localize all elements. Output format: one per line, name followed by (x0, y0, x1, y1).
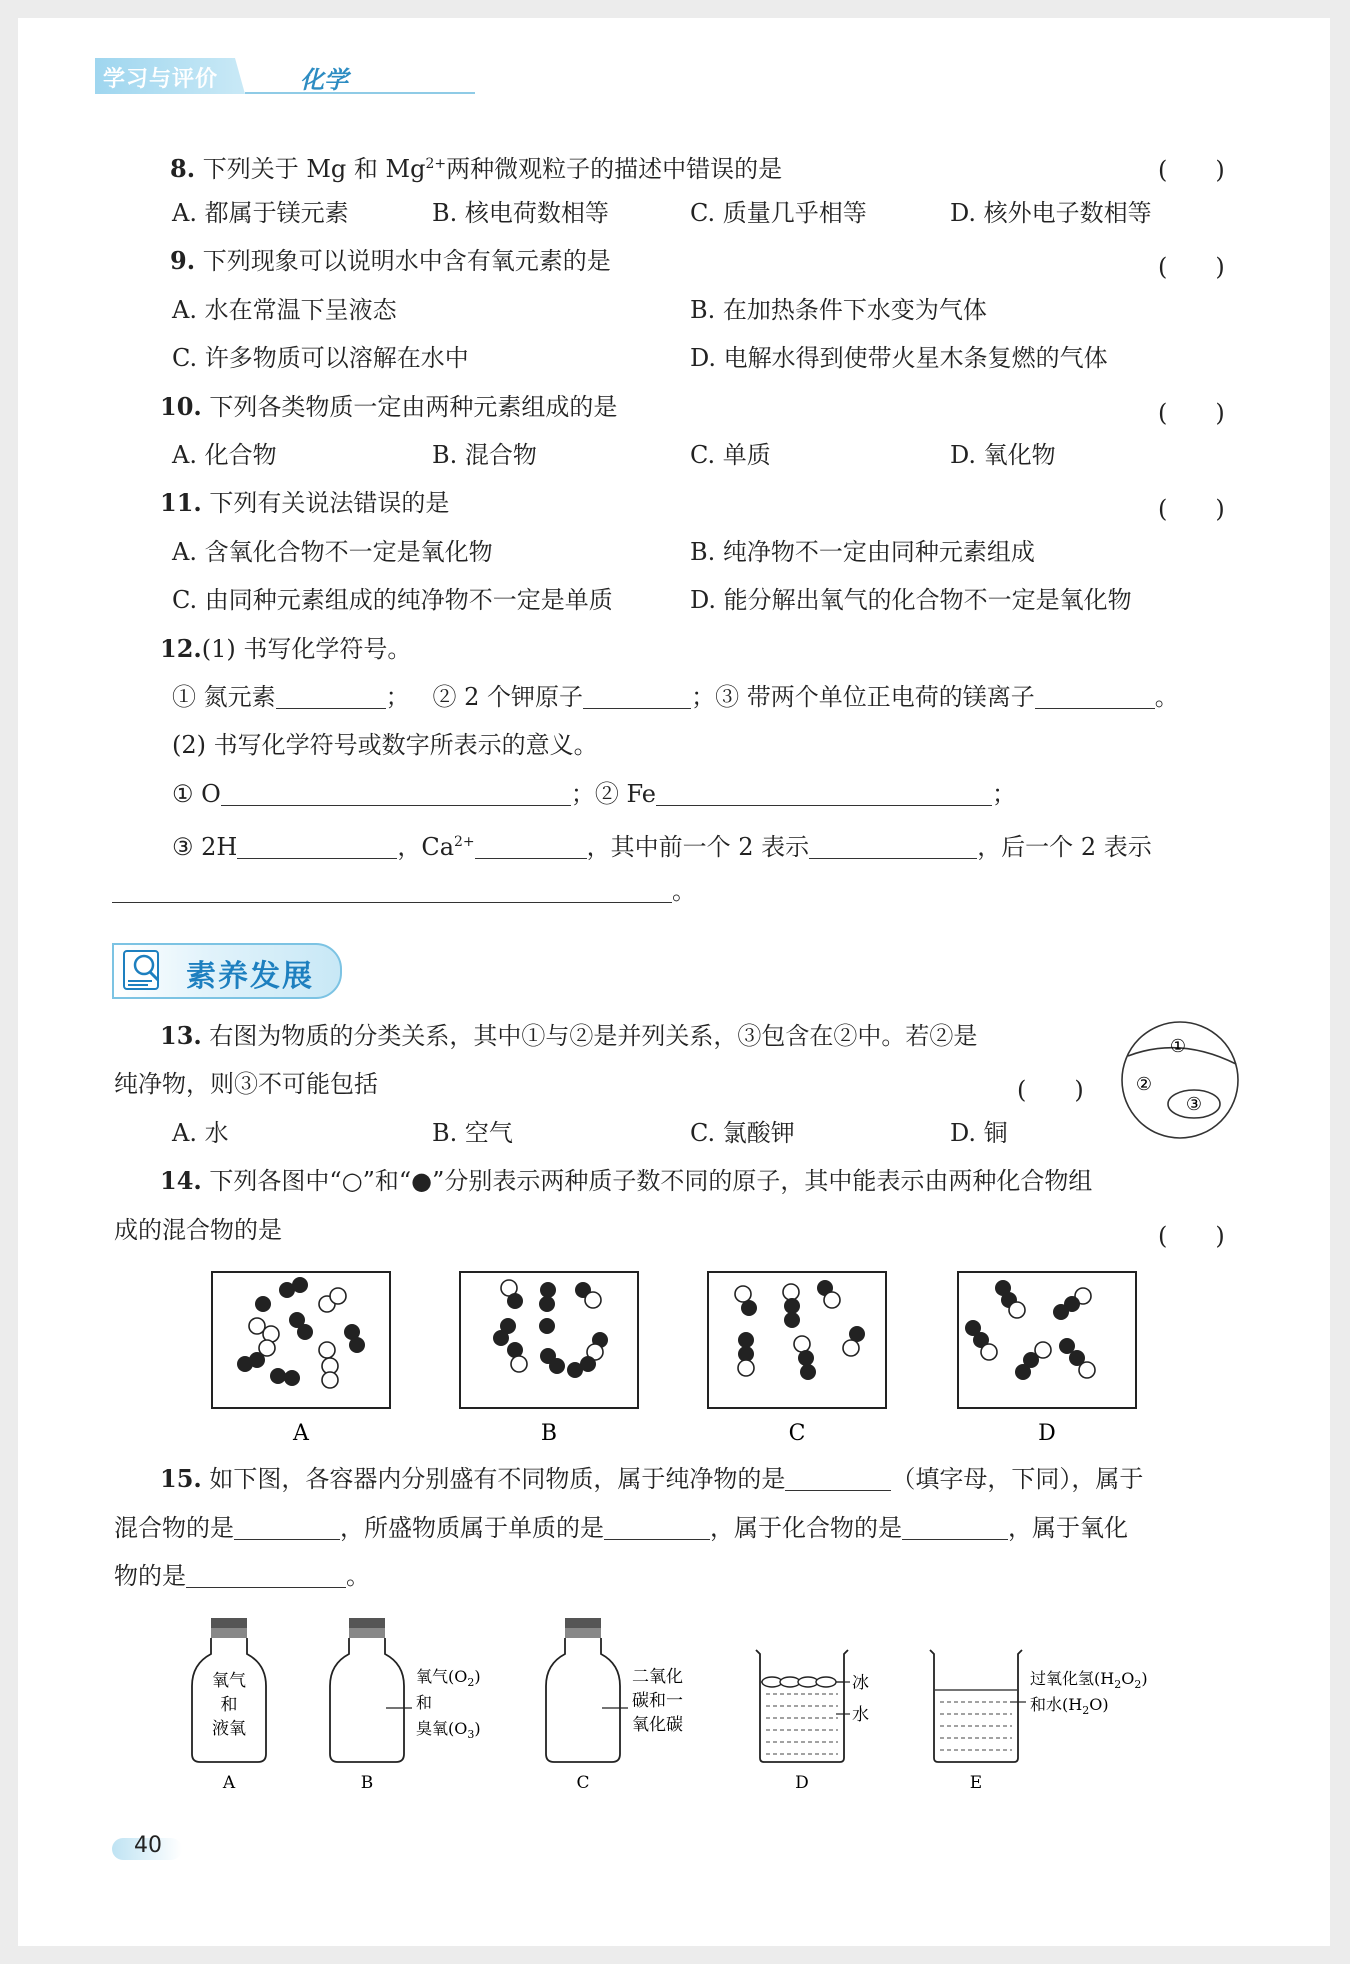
container-d[interactable] (756, 1650, 869, 1762)
box-label-a: A (293, 1421, 309, 1446)
blank-2h-meaning[interactable] (237, 834, 397, 859)
q12-line3: ③ 2H ，$Ca^{2+}$ ，其中前一个 2 表示 ，后一个 2 表示 (172, 833, 1152, 861)
blank-magnesium-ion[interactable] (1035, 684, 1155, 709)
box-label-b: B (540, 1421, 558, 1446)
molecule-box-c[interactable] (708, 1272, 886, 1408)
q8-answer-paren[interactable]: ( ) (1158, 156, 1225, 184)
container-label-d: D (795, 1773, 809, 1793)
containers-figure (180, 1610, 1180, 1800)
blank-pure[interactable] (785, 1466, 891, 1491)
venn-label-3: ③ (1185, 1094, 1203, 1115)
q9-option-d: D. 电解水得到使带火星木条复燃的气体 (690, 344, 1108, 372)
container-label-b: B (360, 1773, 374, 1793)
q12-part2: (2) 书写化学符号或数字所表示的意义。 (172, 731, 598, 759)
q15-line3: 物的是 。 (114, 1562, 370, 1590)
q14-stem-2: 成的混合物的是 (114, 1216, 282, 1244)
q13-option-b: B. 空气 (432, 1119, 513, 1147)
q8-option-b: B. 核电荷数相等 (432, 199, 609, 227)
section-title: 素养发展 (186, 959, 314, 994)
blank-potassium[interactable] (583, 684, 691, 709)
container-a-text-3: 液氧 (212, 1719, 246, 1739)
blank-fe-meaning[interactable] (656, 781, 992, 806)
container-c[interactable] (546, 1618, 683, 1762)
box-label-c: C (788, 1421, 806, 1446)
q8-option-d: D. 核外电子数相等 (950, 199, 1152, 227)
q9-stem: 9. 下列现象可以说明水中含有氧元素的是 (170, 246, 611, 275)
q12-line2: ① O ；② Fe ； (172, 780, 1016, 808)
header-rule (245, 92, 475, 94)
blank-front-2[interactable] (809, 834, 977, 859)
molecule-box-b[interactable] (460, 1272, 638, 1408)
container-a-text-1: 氧气 (212, 1671, 246, 1691)
container-b[interactable] (330, 1618, 481, 1762)
q13-answer-paren[interactable]: ( ) (1017, 1076, 1084, 1104)
container-a-text-2: 和 (220, 1695, 238, 1715)
q10-option-c: C. 单质 (690, 441, 771, 469)
blank-back-2[interactable] (112, 878, 672, 903)
q13-stem-2: 纯净物，则③不可能包括 (114, 1070, 378, 1098)
container-e-text-2: 和水$(H_2O)$ (1030, 1695, 1109, 1717)
container-label-c: C (576, 1773, 590, 1793)
q13-option-d: D. 铜 (950, 1119, 1008, 1147)
q13-option-c: C. 氯酸钾 (690, 1119, 795, 1147)
blank-nitrogen[interactable] (276, 684, 386, 709)
subject-title: 化学 (300, 66, 348, 94)
q11-option-d: D. 能分解出氧气的化合物不一定是氧化物 (690, 586, 1132, 614)
blank-oxide[interactable] (186, 1563, 346, 1588)
classification-venn-diagram (1118, 1018, 1242, 1142)
q15-line2: 混合物的是 ，所盛物质属于单质的是 ，属于化合物的是 ，属于氧化 (114, 1514, 1128, 1542)
blank-compound[interactable] (902, 1515, 1008, 1540)
q11-stem: 11. 下列有关说法错误的是 (160, 488, 450, 517)
q12-part1: 12.(1) 书写化学符号。 (160, 634, 412, 663)
q11-option-b: B. 纯净物不一定由同种元素组成 (690, 538, 1035, 566)
q12-line1: ① 氮元素 ； ② 2 个钾原子 ；③ 带两个单位正电荷的镁离子 。 (172, 683, 1179, 711)
container-b-text-1: 氧气$(O_2)$ (416, 1667, 481, 1689)
page-number: 40 (134, 1833, 162, 1858)
q9-option-c: C. 许多物质可以溶解在水中 (172, 344, 469, 372)
q10-answer-paren[interactable]: ( ) (1158, 399, 1225, 427)
q8-option-a: A. 都属于镁元素 (172, 199, 349, 227)
q12-line4: 。 (112, 874, 696, 908)
q10-option-d: D. 氧化物 (950, 441, 1056, 469)
q11-option-a: A. 含氧化合物不一定是氧化物 (172, 538, 493, 566)
q9-option-a: A. 水在常温下呈液态 (172, 296, 397, 324)
venn-label-2: ② (1135, 1074, 1153, 1095)
q13-stem-1: 13. 右图为物质的分类关系，其中①与②是并列关系，③包含在②中。若②是 (160, 1021, 978, 1050)
q11-option-c: C. 由同种元素组成的纯净物不一定是单质 (172, 586, 613, 614)
molecule-boxes (205, 1268, 1145, 1448)
q15-line1: 15. 如下图，各容器内分别盛有不同物质，属于纯净物的是 （填字母，下同），属于 (160, 1464, 1144, 1493)
q10-stem: 10. 下列各类物质一定由两种元素组成的是 (160, 392, 618, 421)
q10-option-b: B. 混合物 (432, 441, 537, 469)
magnifier-icon (118, 945, 178, 995)
q8-stem: 8. 下列关于 Mg 和 $Mg^{2+}$两种微观粒子的描述中错误的是 (170, 154, 783, 183)
blank-element[interactable] (604, 1515, 710, 1540)
blank-mixture[interactable] (234, 1515, 340, 1540)
box-label-d: D (1038, 1421, 1056, 1446)
q14-answer-paren[interactable]: ( ) (1158, 1222, 1225, 1250)
q13-option-a: A. 水 (172, 1119, 229, 1147)
container-b-text-2: 和 (416, 1693, 433, 1712)
container-d-text-1: 冰 (852, 1673, 869, 1693)
blank-ca-meaning[interactable] (475, 834, 587, 859)
series-title: 学习与评价 (103, 67, 219, 92)
q11-answer-paren[interactable]: ( ) (1158, 495, 1225, 523)
container-c-text-2: 碳和一 (632, 1691, 683, 1711)
venn-label-1: ① (1169, 1036, 1187, 1057)
q9-answer-paren[interactable]: ( ) (1158, 253, 1225, 281)
q9-option-b: B. 在加热条件下水变为气体 (690, 296, 987, 324)
container-e[interactable] (930, 1650, 1148, 1762)
q8-option-c: C. 质量几乎相等 (690, 199, 867, 227)
container-d-text-2: 水 (852, 1705, 869, 1725)
container-a[interactable] (192, 1618, 266, 1762)
container-label-a: A (222, 1773, 236, 1793)
container-b-text-3: 臭氧$(O_3)$ (416, 1719, 481, 1741)
container-label-e: E (969, 1773, 983, 1793)
section-heading (112, 943, 342, 999)
molecule-box-a[interactable] (212, 1272, 390, 1408)
q10-option-a: A. 化合物 (172, 441, 277, 469)
container-c-text-1: 二氧化 (632, 1667, 683, 1687)
container-e-text-1: 过氧化氢$(H_2O_2)$ (1030, 1669, 1148, 1691)
blank-o-meaning[interactable] (221, 781, 571, 806)
container-c-text-3: 氧化碳 (632, 1715, 683, 1735)
q14-stem-1: 14. 下列各图中“○”和“●”分别表示两种质子数不同的原子，其中能表示由两种化合物组 (160, 1166, 1093, 1195)
molecule-box-d[interactable] (958, 1272, 1136, 1408)
